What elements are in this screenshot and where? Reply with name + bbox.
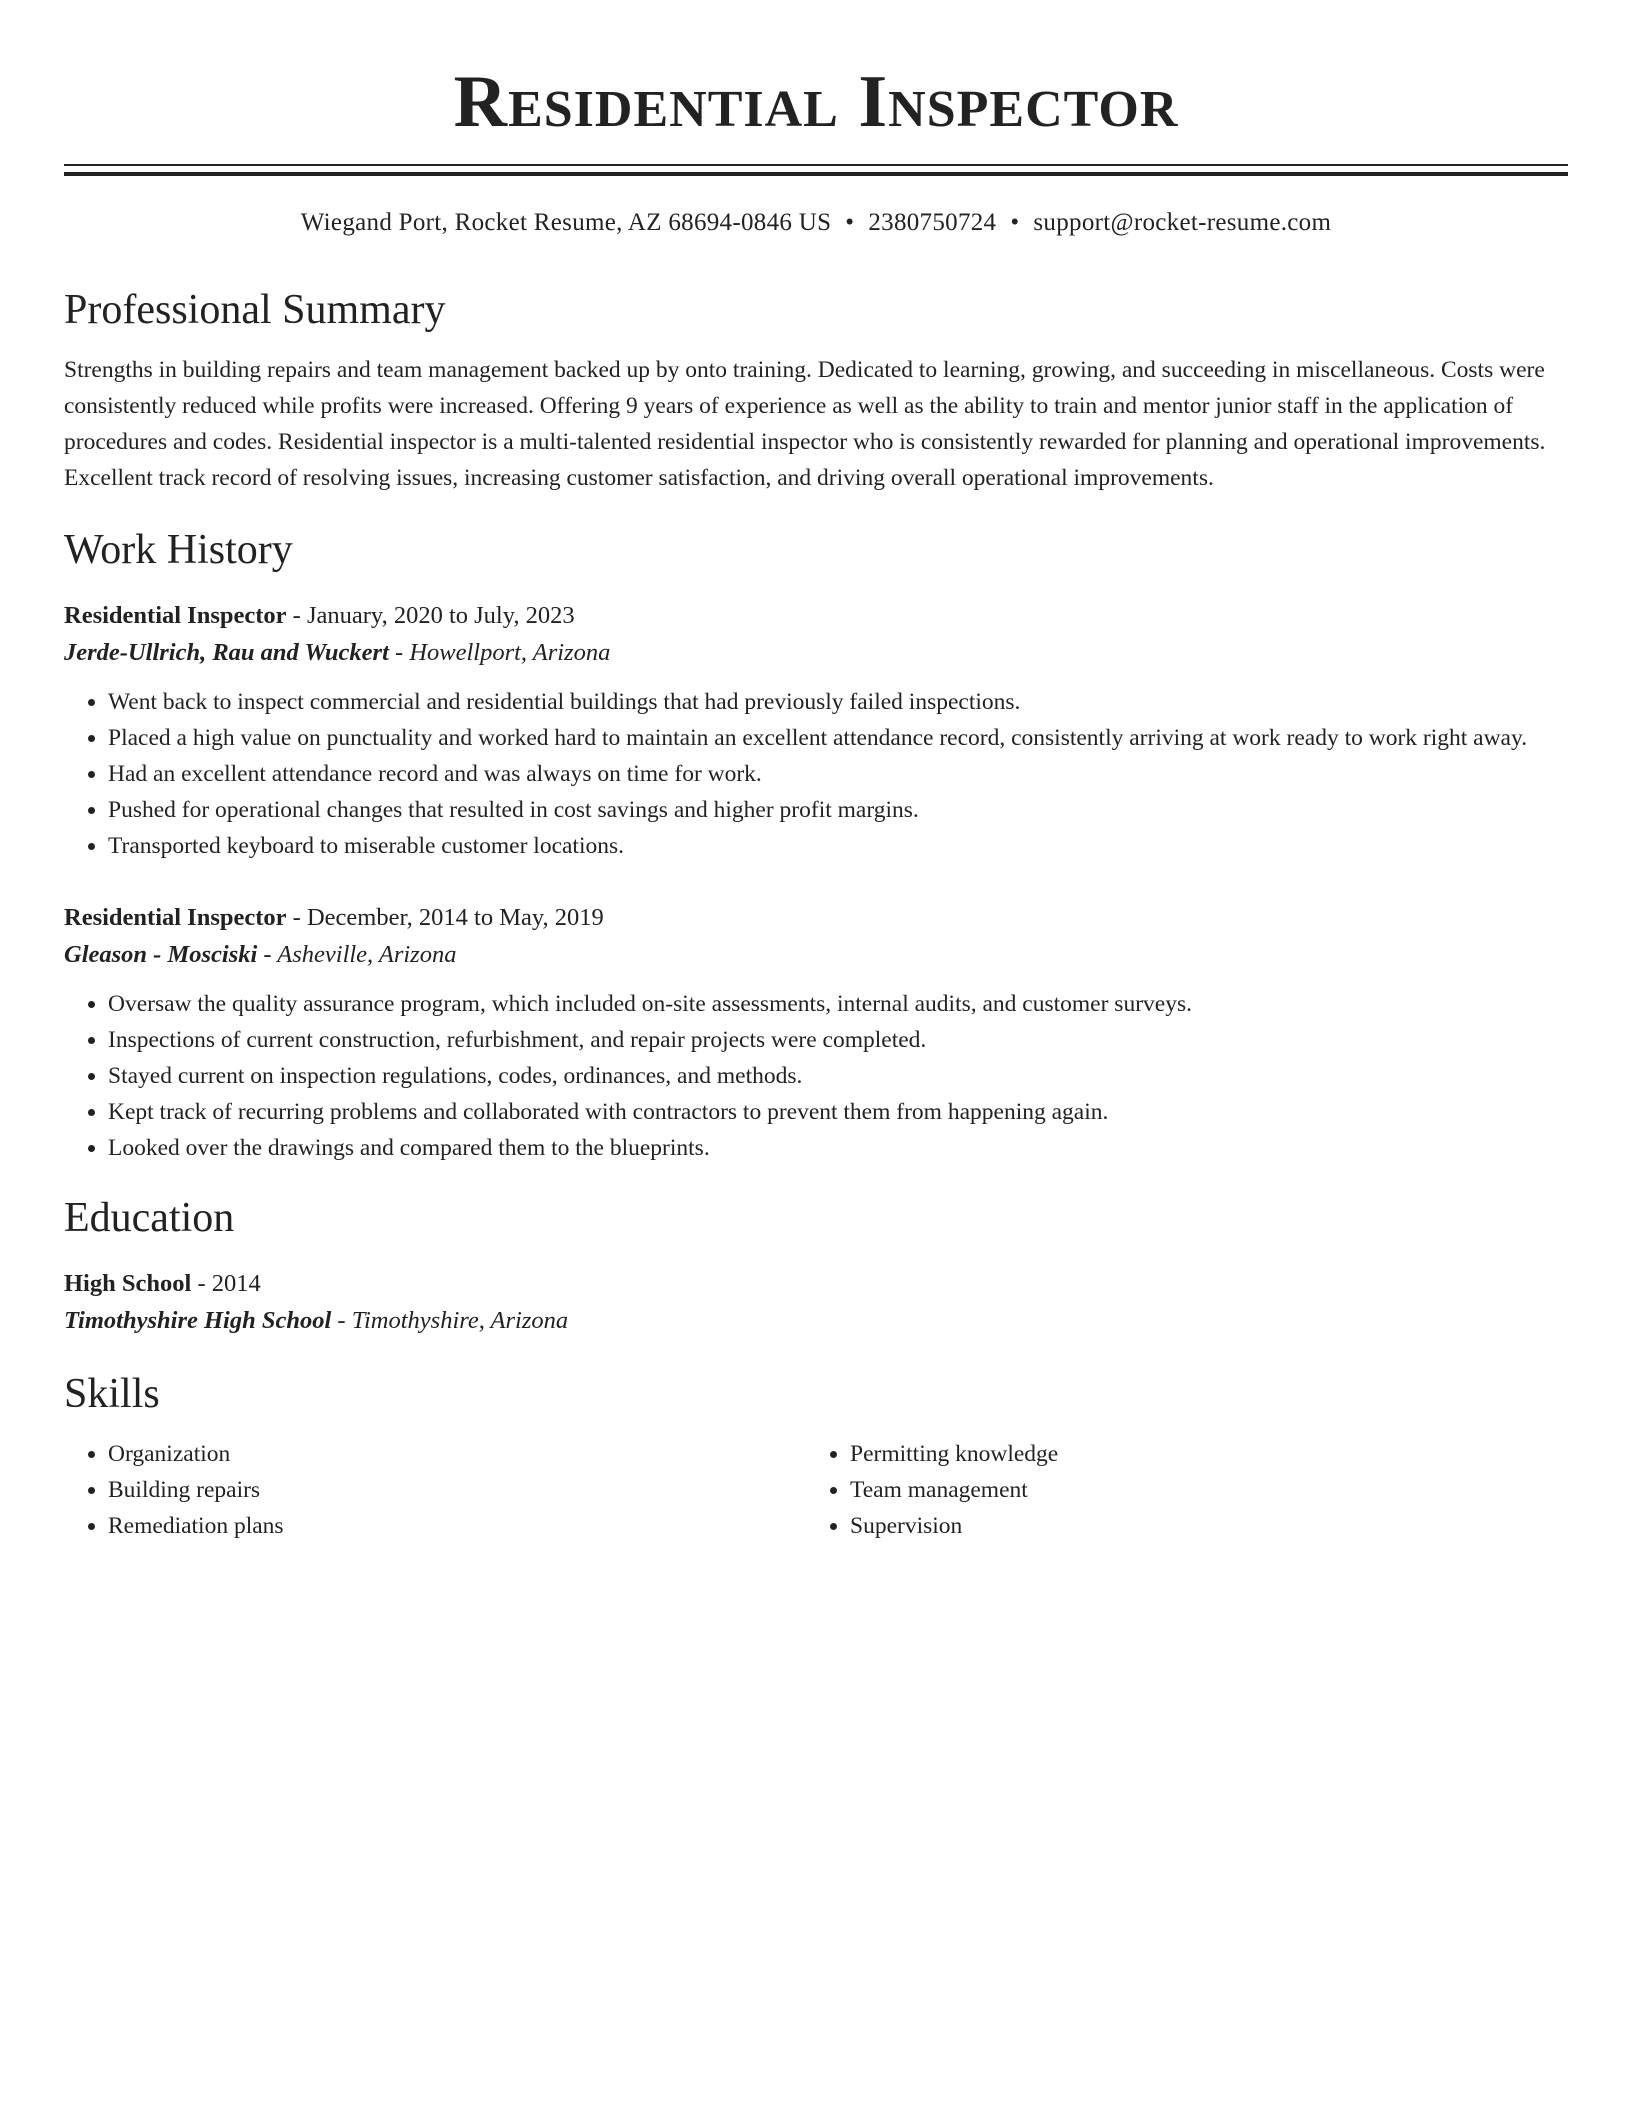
job-dates: December, 2014 to May, 2019 (306, 904, 604, 931)
contact-email: support@rocket-resume.com (1033, 209, 1332, 236)
list-item: • Team management (850, 1472, 1548, 1508)
summary-text: Strengths in building repairs and team management backed up by onto training. Dedicated to learning, growing, and succeeding in miscellaneous. Costs were consistently reduced while profits were increased. Offering 9 years of experience as well as the ability to train and mentor junior staff in the application of procedures and codes. Residential inspector is a multi-talented residential inspector who is consistently rewarded for planning and operational improvements. Excellent track record of resolving issues, increasing customer satisfaction, and driving overall operational improvements. (64, 357, 1546, 491)
education-year: 2014 (211, 1270, 261, 1297)
dash: - (388, 639, 410, 666)
list-item: • Went back to inspect commercial and residential buildings that had previously failed inspections. (108, 684, 1568, 720)
education-school: Timothyshire High School (64, 1307, 332, 1334)
contact-line (64, 206, 1568, 240)
list-item: • Remediation plans (108, 1508, 806, 1544)
skills-left-column (64, 1436, 806, 1544)
job-location: Howellport, Arizona (409, 639, 611, 666)
list-item: • Had an excellent attendance record and was always on time for work. (108, 756, 1568, 792)
job-bullets (64, 684, 1568, 864)
contact-phone: 2380750724 (868, 209, 997, 236)
dash: - (191, 1270, 212, 1297)
list-item: • Stayed current on inspection regulations, codes, ordinances, and methods. (108, 1058, 1568, 1094)
list-item: • Inspections of current construction, refurbishment, and repair projects were completed. (108, 1022, 1568, 1058)
list-item: • Transported keyboard to miserable customer locations. (108, 828, 1568, 864)
summary-heading: Professional Summary (64, 287, 446, 333)
job-role: Residential Inspector (64, 602, 287, 629)
work-history-heading: Work History (64, 527, 293, 573)
bullet-separator-icon: • (845, 209, 855, 236)
list-item: • Building repairs (108, 1472, 806, 1508)
list-item: • Organization (108, 1436, 806, 1472)
job-company: Jerde-Ullrich, Rau and Wuckert (64, 639, 389, 666)
job-role: Residential Inspector (64, 904, 287, 931)
list-item: • Oversaw the quality assurance program, which included on-site assessments, internal audits, and customer surveys. (108, 986, 1568, 1022)
list-item: • Supervision (850, 1508, 1548, 1544)
job-location: Asheville, Arizona (277, 941, 457, 968)
resume-name: Residential Inspector (453, 61, 1179, 143)
job-title-line (64, 900, 1568, 936)
bullet-separator-icon: • (1010, 209, 1020, 236)
dash: - (286, 904, 307, 931)
list-item: • Looked over the drawings and compared them to the blueprints. (108, 1130, 1568, 1166)
list-item: • Permitting knowledge (850, 1436, 1548, 1472)
education-degree-line (64, 1266, 1568, 1302)
list-item: • Placed a high value on punctuality and worked hard to maintain an excellent attendance record, consistently arriving at work ready to work right away. (108, 720, 1568, 756)
skills-right-column (806, 1436, 1548, 1544)
header-divider-thin (64, 164, 1568, 166)
contact-address: Wiegand Port, Rocket Resume, AZ 68694-0846 US (300, 209, 832, 236)
education-degree: High School (64, 1270, 192, 1297)
list-item: • Pushed for operational changes that resulted in cost savings and higher profit margins. (108, 792, 1568, 828)
dash: - (257, 941, 278, 968)
job-dates: January, 2020 to July, 2023 (306, 602, 575, 629)
dash: - (331, 1307, 352, 1334)
education-location: Timothyshire, Arizona (351, 1307, 569, 1334)
job-company-line (64, 936, 1568, 974)
job-title-line (64, 598, 1568, 634)
job-entry (64, 900, 1568, 1166)
education-entry (64, 1266, 1568, 1340)
job-entry (64, 598, 1568, 864)
job-bullets (64, 986, 1568, 1166)
job-company-line (64, 634, 1568, 672)
education-heading: Education (64, 1195, 235, 1241)
list-item: • Kept track of recurring problems and collaborated with contractors to prevent them from happening again. (108, 1094, 1568, 1130)
header-divider-thick (64, 172, 1568, 176)
education-school-line (64, 1302, 1568, 1340)
job-company: Gleason - Mosciski (64, 941, 258, 968)
skills-columns (64, 1436, 1568, 1544)
skills-heading: Skills (64, 1371, 160, 1417)
dash: - (286, 602, 307, 629)
